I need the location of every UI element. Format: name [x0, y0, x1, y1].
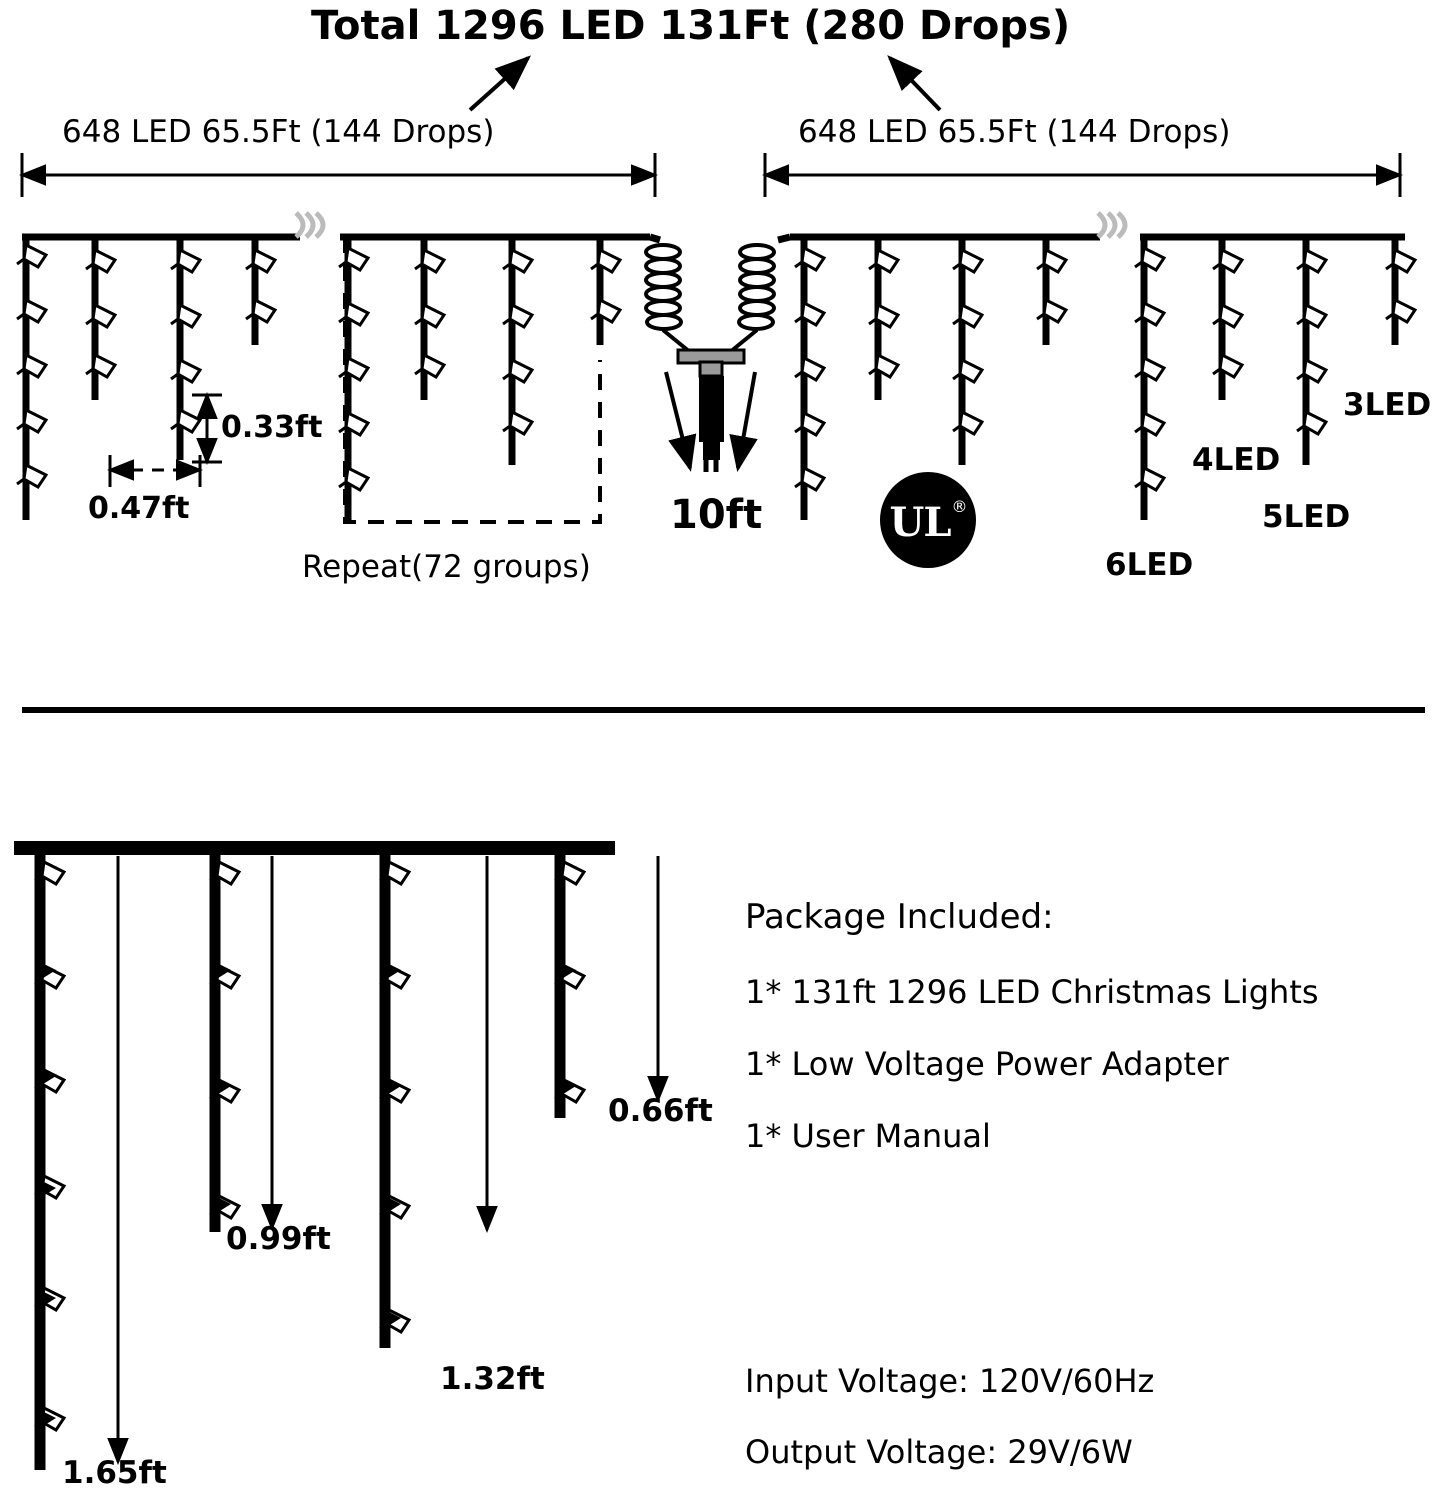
drop-label-3led: 3LED — [1343, 387, 1432, 423]
ul-registered-symbol: ® — [951, 496, 968, 516]
left-segment-drops — [17, 237, 620, 520]
left-segment-label: 648 LED 65.5Ft (144 Drops) — [62, 114, 495, 150]
detail-length-066: 0.66ft — [608, 1093, 713, 1129]
diagram-title: Total 1296 LED 131Ft (280 Drops) — [311, 3, 1071, 49]
right-segment-label: 648 LED 65.5Ft (144 Drops) — [798, 114, 1231, 150]
package-heading: Package Included: — [745, 897, 1054, 937]
main-wire — [22, 213, 1405, 237]
package-item-1: 1* 131ft 1296 LED Christmas Lights — [745, 973, 1319, 1011]
drop-label-5led: 5LED — [1262, 499, 1351, 535]
repeat-group-box — [345, 237, 600, 522]
detail-length-165: 1.65ft — [62, 1455, 167, 1491]
detail-drop-diagram — [14, 848, 658, 1470]
package-item-3: 1* User Manual — [745, 1117, 991, 1155]
output-voltage-spec: Output Voltage: 29V/6W — [745, 1433, 1133, 1471]
ul-mark-text: UL — [889, 498, 951, 546]
repeat-group-label: Repeat(72 groups) — [302, 549, 591, 585]
horizontal-spacing-label: 0.47ft — [88, 491, 190, 526]
lead-wire-length-label: 10ft — [670, 492, 763, 538]
drop-label-6led: 6LED — [1105, 547, 1194, 583]
ul-certification-icon — [880, 472, 976, 568]
input-voltage-spec: Input Voltage: 120V/60Hz — [745, 1362, 1155, 1400]
power-cord-and-plug — [646, 237, 790, 472]
package-item-2: 1* Low Voltage Power Adapter — [745, 1045, 1229, 1083]
right-segment-drops — [795, 237, 1415, 520]
detail-length-132: 1.32ft — [440, 1361, 545, 1397]
drop-label-4led: 4LED — [1192, 442, 1281, 478]
vertical-spacing-label: 0.33ft — [221, 410, 323, 445]
spacing-indicators — [110, 395, 222, 487]
detail-length-099: 0.99ft — [226, 1221, 331, 1257]
